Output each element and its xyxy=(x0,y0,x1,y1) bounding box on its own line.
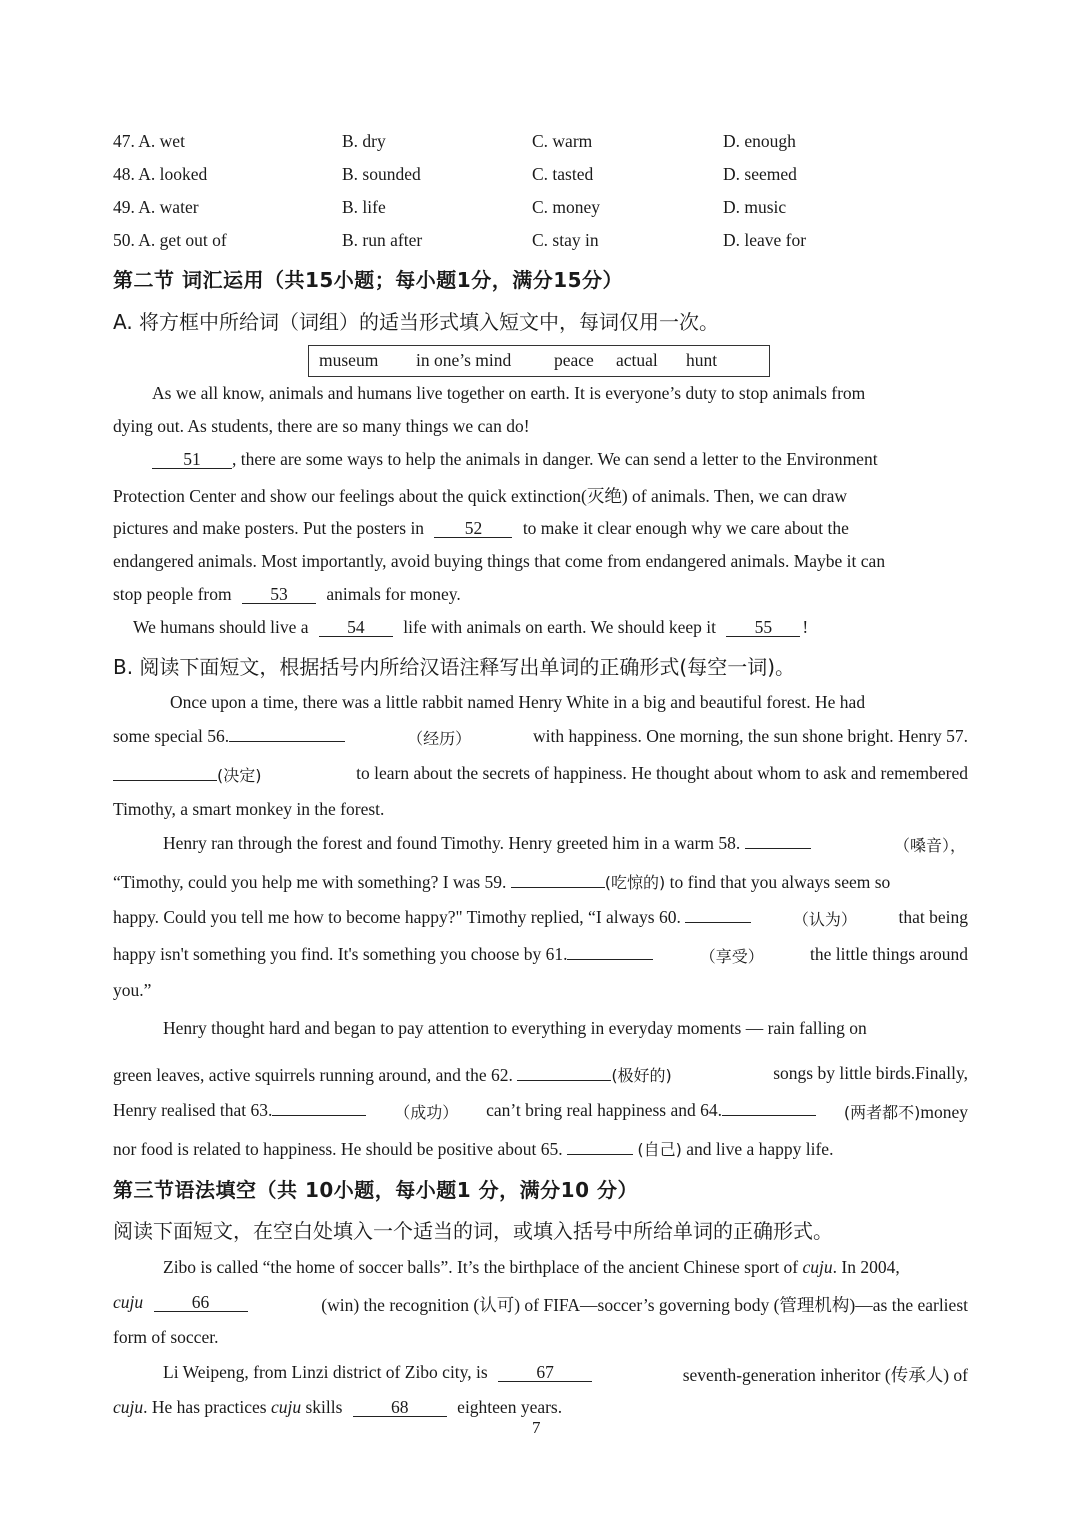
option-d: D. seemed xyxy=(723,164,797,184)
hint-60: （认为） xyxy=(792,910,857,929)
option-d: D. leave for xyxy=(723,230,807,250)
passageB-text: happy isn't something you find. It's something you choose by 61. xyxy=(113,944,568,964)
passageA-text: animals for money. xyxy=(326,584,461,604)
passageB-line: Timothy, a smart monkey in the forest. xyxy=(113,799,385,819)
passageB-line xyxy=(113,907,968,930)
blank-51[interactable]: 51 xyxy=(152,450,232,469)
passageA-text: , there are some ways to help the animals in danger. We can send a letter to the Environment xyxy=(232,449,878,469)
passageB-text: nor food is related to happiness. He should be positive about 65. xyxy=(113,1139,563,1159)
word-box-item: hunt xyxy=(686,350,718,370)
hint-58: （嗓音）， xyxy=(893,836,966,855)
passageB-text: to learn about the secrets of happiness. He thought about whom to ask and remembered xyxy=(356,763,968,783)
partA-instruction: A. 将方框中所给词（词组）的适当形式填入短文中，每词仅用一次。 xyxy=(113,310,720,334)
word-box-item: actual xyxy=(616,350,658,370)
hint-61: （享受） xyxy=(699,947,764,966)
passageA-text: life with animals on earth. We should keep it xyxy=(403,617,716,637)
passageB-text xyxy=(486,1100,816,1123)
hint-59: (吃惊的) xyxy=(604,873,666,892)
option-row-47 xyxy=(113,131,873,157)
passageB-line: you.” xyxy=(113,980,152,1000)
hint-63: （成功） xyxy=(394,1103,459,1122)
passageA-line: Protection Center and show our feelings about the quick extinction(灭绝) of animals. Then, we can draw xyxy=(113,486,847,506)
blank-68[interactable]: 68 xyxy=(353,1398,447,1417)
passageC-text xyxy=(163,1362,592,1387)
blank-62[interactable] xyxy=(517,1080,611,1081)
passageA-line: As we all know, animals and humans live together on earth. It is everyone’s duty to stop animals from xyxy=(152,383,866,403)
passageB-text xyxy=(113,907,751,930)
blank-65[interactable] xyxy=(567,1154,633,1155)
passageB-text: Henry realised that 63. xyxy=(113,1100,273,1120)
passageB-line xyxy=(113,726,968,749)
blank-59[interactable] xyxy=(511,887,605,888)
passageB-text: and live a happy life. xyxy=(686,1139,834,1159)
passageB-line xyxy=(163,833,966,856)
passageA-text: stop people from xyxy=(113,584,232,604)
option-a: 49. A. water xyxy=(113,197,199,217)
option-c: C. tasted xyxy=(532,164,594,184)
passageA-text: to make it clear enough why we care about the xyxy=(522,518,849,538)
passageB-line xyxy=(113,763,968,786)
blank-53[interactable]: 53 xyxy=(242,585,316,604)
hint-64: (两者都不) xyxy=(843,1103,921,1122)
passageC-text: . He has practices xyxy=(143,1397,267,1417)
passageB-line xyxy=(113,1100,968,1123)
hint-56: （经历） xyxy=(407,729,472,748)
section2-title: 第二节 词汇运用（共15小题；每小题1分，满分15分） xyxy=(113,268,624,292)
passageB-text: to find that you always seem so xyxy=(669,872,891,892)
passageC-line xyxy=(163,1257,971,1278)
passageC-text: Li Weipeng, from Linzi district of Zibo city, is xyxy=(163,1362,488,1382)
page-number: 7 xyxy=(532,1418,541,1437)
passageC-text: . In 2004, xyxy=(832,1257,900,1277)
passageC-text xyxy=(113,1292,248,1317)
hint-57: (决定) xyxy=(217,766,262,785)
passageB-text: can’t bring real happiness and 64. xyxy=(486,1100,722,1120)
passageC-italic: cuju xyxy=(270,1397,302,1417)
blank-60[interactable] xyxy=(685,922,751,923)
blank-56[interactable] xyxy=(229,741,345,742)
passageA-line xyxy=(133,617,988,638)
passageA-line: endangered animals. Most importantly, avoid buying things that come from endangered animals. Maybe it can xyxy=(113,551,886,571)
option-a: 48. A. looked xyxy=(113,164,208,184)
passageC-line xyxy=(113,1397,968,1418)
passageB-text xyxy=(113,763,262,786)
passageB-text: that being xyxy=(898,907,968,927)
passageC-italic: cuju xyxy=(802,1257,833,1277)
passageB-text: money xyxy=(920,1102,968,1122)
hint-62: (极好的) xyxy=(611,1066,672,1085)
passageB-text: Henry ran through the forest and found Timothy. Henry greeted him in a warm 58. xyxy=(163,833,741,853)
option-b: B. run after xyxy=(342,230,423,250)
passageB-line xyxy=(113,1063,968,1086)
blank-63[interactable] xyxy=(272,1115,366,1116)
option-d: D. enough xyxy=(723,131,796,151)
blank-64[interactable] xyxy=(722,1115,816,1116)
passageC-line: form of soccer. xyxy=(113,1327,219,1347)
passageC-text: eighteen years. xyxy=(457,1397,563,1417)
word-box-item: in one’s mind xyxy=(416,350,512,370)
passageB-text: green leaves, active squirrels running around, and the 62. xyxy=(113,1065,513,1085)
passageB-text xyxy=(844,1100,968,1123)
option-a: 47. A. wet xyxy=(113,131,185,151)
passageC-text: seventh-generation inheritor (传承人) of xyxy=(682,1365,968,1385)
option-a: 50. A. get out of xyxy=(113,230,227,250)
option-c: C. stay in xyxy=(532,230,599,250)
option-row-48 xyxy=(113,164,873,190)
word-box-item: museum xyxy=(319,350,379,370)
passageB-line xyxy=(113,944,968,967)
hint-65: (自己) xyxy=(637,1140,682,1159)
blank-67[interactable]: 67 xyxy=(498,1363,592,1382)
passageC-text: (win) the recognition (认可) of FIFA—soccer’s governing body (管理机构)—as the earliest xyxy=(321,1295,968,1315)
passageA-text: pictures and make posters. Put the posters in xyxy=(113,518,425,538)
passageB-line: Once upon a time, there was a little rabbit named Henry White in a big and beautiful forest. He had xyxy=(170,692,866,712)
passageC-text: skills xyxy=(305,1397,343,1417)
passageB-line: Henry thought hard and began to pay attention to everything in everyday moments — rain falling on xyxy=(163,1018,867,1038)
passageB-text: songs by little birds.Finally, xyxy=(773,1063,968,1083)
passageC-text: Zibo is called “the home of soccer balls”. It’s the birthplace of the ancient Chinese sport of xyxy=(163,1257,799,1277)
passageB-text: with happiness. One morning, the sun shone bright. Henry 57. xyxy=(532,726,968,746)
word-box xyxy=(308,345,770,377)
option-b: B. life xyxy=(342,197,386,217)
passageC-line xyxy=(163,1362,968,1387)
passageA-line xyxy=(113,518,968,539)
passageA-text: ! xyxy=(802,617,809,637)
passageB-text xyxy=(113,1063,672,1086)
passageC-italic: cuju xyxy=(113,1397,144,1417)
passageB-text: happy. Could you tell me how to become happy?" Timothy replied, “I always 60. xyxy=(113,907,681,927)
passageA-line xyxy=(113,584,968,605)
option-b: B. sounded xyxy=(342,164,421,184)
blank-66[interactable]: 66 xyxy=(154,1293,248,1312)
blank-58[interactable] xyxy=(745,848,811,849)
blank-57[interactable] xyxy=(113,780,217,781)
blank-54[interactable]: 54 xyxy=(319,618,393,637)
passageB-text xyxy=(113,944,653,967)
passageB-line xyxy=(113,1137,968,1160)
passageB-text xyxy=(113,1100,366,1123)
passageB-text: some special 56. xyxy=(113,726,230,746)
option-c: C. warm xyxy=(532,131,593,151)
option-d: D. music xyxy=(723,197,787,217)
option-row-50 xyxy=(113,230,873,256)
passageB-text: “Timothy, could you help me with something? I was 59. xyxy=(113,872,507,892)
section3-instruction: 阅读下面短文，在空白处填入一个适当的词，或填入括号中所给单词的正确形式。 xyxy=(113,1219,833,1243)
passageC-italic: cuju xyxy=(113,1292,144,1312)
option-row-49 xyxy=(113,197,873,223)
section3-title: 第三节语法填空（共 10小题，每小题1 分，满分10 分） xyxy=(113,1178,638,1202)
blank-61[interactable] xyxy=(567,959,653,960)
passageB-text: the little things around xyxy=(810,944,968,964)
word-box-item: peace xyxy=(554,350,594,370)
option-b: B. dry xyxy=(342,131,386,151)
passageA-line: dying out. As students, there are so many things we can do! xyxy=(113,416,530,436)
blank-52[interactable]: 52 xyxy=(434,519,512,538)
passageA-text: We humans should live a xyxy=(133,617,309,637)
partB-instruction: B. 阅读下面短文，根据括号内所给汉语注释写出单词的正确形式(每空一词)。 xyxy=(113,655,796,679)
passageB-text xyxy=(113,726,345,749)
passageB-line xyxy=(113,870,968,893)
option-c: C. money xyxy=(532,197,601,217)
passageA-line xyxy=(152,449,942,470)
blank-55[interactable]: 55 xyxy=(726,618,800,637)
passageC-line xyxy=(113,1292,968,1317)
passageB-text xyxy=(163,833,811,856)
